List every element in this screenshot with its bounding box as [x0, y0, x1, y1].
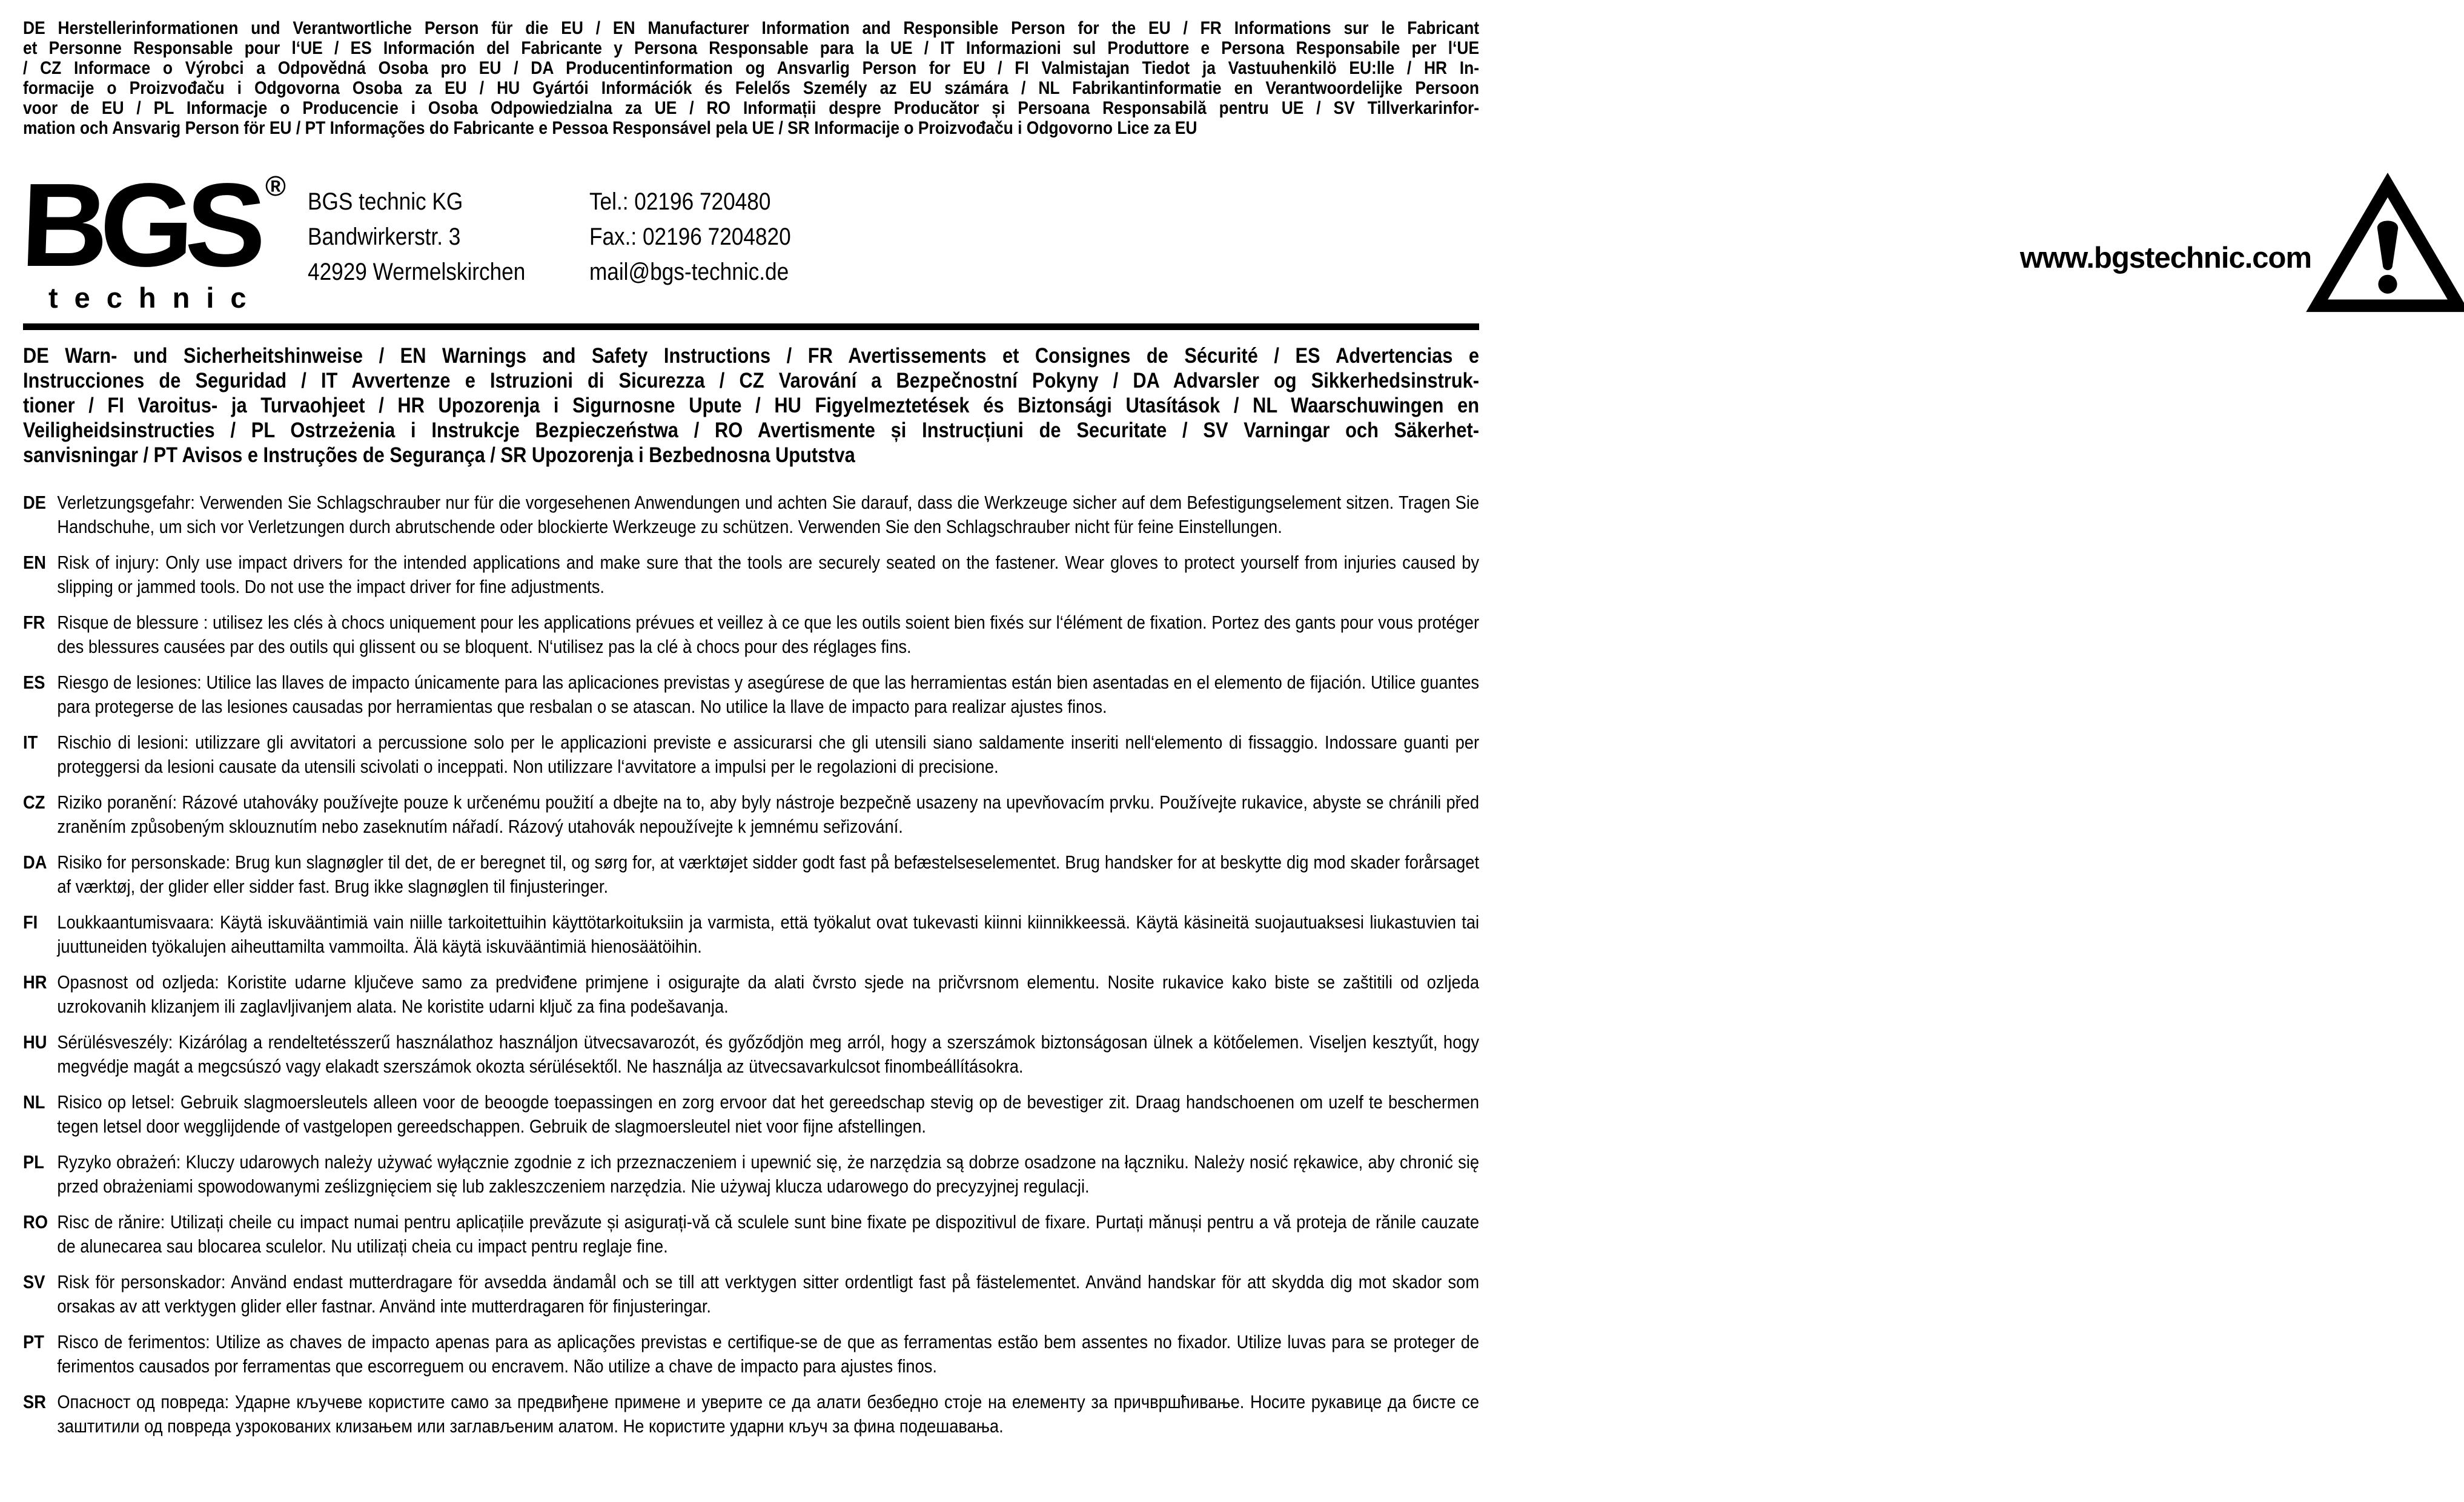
language-code: DA [23, 852, 47, 873]
warning-text: Опасност од повреда: Ударне кључеве користите само за предвиђене примене и уверите се да алати безбедно стоје на елементу за причвршћивање. Носите рукавице да бисте се заштитили од повреда узрокованих клизањем или заглављеним алатом. Не користите ударни кључ за фина подешавања. [57, 1391, 1480, 1437]
company-name: BGS technic KG [308, 188, 463, 215]
warning-item [23, 1210, 1479, 1259]
warning-text: Opasnost od ozljeda: Koristite udarne ključeve samo za predviđene primjene i osigurajte da alati čvrsto sjede na pričvrsnom elementu. Nosite rukavice kako biste se zaštitili od ozljeda uzrokovanih klizanjem ili zaglavljivanjem alata. Ne koristite udarni ključ za fina podešavanja. [57, 971, 1480, 1017]
warning-text: Risco de ferimentos: Utilize as chaves de impacto apenas para as aplicações previstas e certifique-se de que as ferramentas estão bem assentes no fixador. Utilize luvas para se proteger de ferimentos causados por ferramentas que escorreguem ou encravem. Não utilize a chave de impacto para ajustes finos. [57, 1331, 1480, 1377]
warning-item [23, 790, 1479, 839]
language-code: HR [23, 971, 47, 993]
header-line: et Personne Responsable pour l‘UE / ES Información del Fabricante y Persona Responsable para la UE / IT Informazioni sul Produttore e Persona Responsabile per l‘UE [23, 38, 1480, 58]
language-code: EN [23, 552, 46, 573]
language-code: IT [23, 732, 38, 753]
warning-text: Riesgo de lesiones: Utilice las llaves de impacto únicamente para las aplicaciones previstas y asegúrese de que las herramientas están bien asentadas en el elemento de fijación. Utilice guantes para protegerse de las lesiones causadas por herramientas que resbalan o se atascan. No utilice la llave de impacto para realizar ajustes finos. [57, 672, 1480, 717]
company-fax: Fax.: 02196 7204820 [589, 223, 791, 250]
heading-line: sanvisningar / PT Avisos e Instruções de Segurança / SR Upozorenja i Bezbednosna Uputstva [23, 443, 855, 467]
header-line: / CZ Informace o Výrobci a Odpovědná Osoba pro EU / DA Producentinformation og Ansvarlig Person for EU / FI Valmistajan Tiedot ja Vastuuhenkilö EU:lle / HR In- [23, 58, 1480, 78]
language-code: DE [23, 492, 46, 513]
company-phone-block [589, 184, 791, 289]
warning-text: Risiko for personskade: Brug kun slagnøgler til det, de er beregnet til, og sørg for, at værktøjet sidder godt fast på befæstelseselementet. Brug handsker for at beskytte dig mod skader forårsaget af værktøj, der glider eller sidder fast. Brug ikke slagnøglen til finjusteringer. [57, 852, 1480, 897]
warning-item [23, 1090, 1479, 1139]
warning-item [23, 730, 1479, 779]
warning-item [23, 910, 1479, 959]
warning-text: Verletzungsgefahr: Verwenden Sie Schlagschrauber nur für die vorgesehenen Anwendungen und achten Sie darauf, dass die Werkzeuge sicher auf dem Befestigungselement sitzen. Tragen Sie Handschuhe, um sich vor Verletzungen durch abrutschende oder blockierte Werkzeuge zu schützen. Verwenden Sie den Schlagschrauber nicht für feine Einstellungen. [57, 492, 1480, 537]
divider-rule [23, 323, 1479, 330]
header-line: formacije o Proizvođaču i Odgovorna Osoba za EU / HU Gyártói Információk és Felelős Személy az EU számára / NL Fabrikantinformatie en Verantwoordelijke Persoon [23, 78, 1480, 98]
warning-text: Risk för personskador: Använd endast mutterdragare för avsedda ändamål och se till att verktygen sitter ordentligt fast på fästelementet. Använd handskar för att skydda dig mot skador som orsakas av att verktygen glider eller fastnar. Använd inte mutterdragaren för finjusteringar. [57, 1271, 1480, 1317]
warning-item [23, 610, 1479, 659]
logo-subtext: technic [48, 282, 263, 314]
logo-text: BGS [18, 159, 260, 291]
language-code: SV [23, 1271, 45, 1292]
company-tel: Tel.: 02196 720480 [589, 188, 771, 215]
warning-item [23, 970, 1479, 1019]
language-code: SR [23, 1391, 46, 1412]
language-code: FR [23, 612, 45, 633]
brand-row [18, 159, 2312, 314]
company-contact-block [308, 184, 1764, 289]
header-line: voor de EU / PL Informacje o Producencie i Osoba Odpowiedzialna za UE / RO Informații despre Producător și Persoana Responsabilă pentru UE / SV Tillverkarinfor- [23, 98, 1480, 118]
warning-item [23, 551, 1479, 599]
warning-item [23, 1030, 1479, 1079]
language-code: ES [23, 672, 45, 693]
language-code: NL [23, 1091, 45, 1113]
warning-text: Ryzyko obrażeń: Kluczy udarowych należy używać wyłącznie zgodnie z ich przeznaczeniem i upewnić się, że narzędzia są dobrze osadzone na łączniku. Należy nosić rękawice, aby chronić się przed obrażeniami spowodowanymi ześlizgnięciem się lub zakleszczeniem narzędzia. Nie używaj klucza udarowego do precyzyjnej regulacji. [57, 1151, 1480, 1197]
heading-line: tioner / FI Varoitus- ja Turvaohjeet / HR Upozorenja i Sigurnosne Upute / HU Figyelmeztetések és Biztonsági Utasítások / NL Waarschuwingen en [23, 394, 1480, 417]
warning-text: Loukkaantumisvaara: Käytä iskuvääntimiä vain niille tarkoitettuihin käyttötarkoituksiin ja varmista, että työkalut ovat tukevasti kiinni kiinnikkeessä. Käytä käsineitä suojautuaksesi liukastuvien tai juuttuneiden työkalujen aiheuttamilta vammoilta. Älä käytä iskuvääntimiä hienosäätöihin. [57, 911, 1480, 957]
heading-line: Veiligheidsinstructies / PL Ostrzeżenia i Instrukcje Bezpieczeństwa / RO Avertismente și Instrucțiuni de Securitate / SV Varningar och Säkerhet- [23, 419, 1480, 442]
warning-item [23, 1390, 1479, 1438]
warning-item [23, 850, 1479, 899]
language-code: PT [23, 1331, 44, 1352]
company-street: Bandwirkerstr. 3 [308, 223, 461, 250]
header-line: DE Herstellerinformationen und Verantwortliche Person für die EU / EN Manufacturer Information and Responsible Person for the EU / FR Informations sur le Fabricant [23, 18, 1480, 38]
company-website: www.bgstechnic.com [2019, 242, 2312, 274]
warning-item [23, 491, 1479, 539]
warning-item [23, 1270, 1479, 1318]
company-city: 42929 Wermelskirchen [308, 259, 526, 285]
warning-text: Risico op letsel: Gebruik slagmoersleutels alleen voor de beoogde toepassingen en zorg ervoor dat het gereedschap stevig op de bevestiger zit. Draag handschoenen om uzelf te beschermen tegen letsel door wegglijdende of vastgelopen gereedschappen. Gebruik de slagmoersleutel niet voor fijne afstellingen. [57, 1091, 1480, 1137]
warning-text: Risque de blessure : utilisez les clés à chocs uniquement pour les applications prévues et veillez à ce que les outils soient bien fixés sur l‘élément de fixation. Portez des gants pour vous protéger des blessures causées par des outils qui glissent ou se bloquent. N‘utilisez pas la clé à chocs pour des réglages fins. [57, 612, 1480, 657]
company-email: mail@bgs-technic.de [589, 259, 789, 285]
bgs-logo [18, 159, 308, 314]
warning-text: Risc de rănire: Utilizați cheile cu impact numai pentru aplicațiile prevăzute și asigurați-vă că sculele sunt bine fixate pe dispozitivul de fixare. Purtați mănuși pentru a vă proteja de rănile cauzate de alunecarea sau blocarea sculelor. Nu utilizați cheia cu impact pentru reglaje fine. [57, 1211, 1480, 1257]
language-code: FI [23, 911, 38, 933]
warning-text: Riziko poranění: Rázové utahováky používejte pouze k určenému použití a dbejte na to, aby byly nástroje bezpečně usazeny na upevňovacím prvku. Používejte rukavice, abyste se chránili před zraněním způsobeným sklouznutím nebo zaseknutím nářadí. Rázový utahovák nepoužívejte k jemnému seřizování. [57, 792, 1480, 837]
language-code: RO [23, 1211, 48, 1232]
manufacturer-info-header [23, 18, 1479, 138]
warning-item [23, 1330, 1479, 1378]
warning-item [23, 1150, 1479, 1199]
heading-line: Instrucciones de Seguridad / IT Avvertenze e Istruzioni di Sicurezza / CZ Varování a Bezpečnostní Pokyny / DA Advarsler og Sikkerhedsinstruk- [23, 369, 1480, 392]
warning-text: Risk of injury: Only use impact drivers for the intended applications and make sure that the tools are securely seated on the fastener. Wear gloves to protect yourself from injuries caused by slipping or jammed tools. Do not use the impact driver for fine adjustments. [57, 552, 1480, 597]
language-code: CZ [23, 792, 45, 813]
warning-item [23, 670, 1479, 719]
language-code: HU [23, 1031, 47, 1053]
warnings-list [23, 491, 1479, 1438]
header-line: mation och Ansvarig Person för EU / PT Informações do Fabricante e Pessoa Responsável pela UE / SR Informacije o Proizvođaču i Odgovorno Lice za EU [23, 118, 1197, 138]
warnings-heading [23, 343, 1479, 468]
warning-text: Sérülésveszély: Kizárólag a rendeltetésszerű használathoz használjon ütvecsavarozót, és győződjön meg arról, hogy a szerszámok biztonságosan ülnek a kötőelemen. Viseljen kesztyűt, hogy megvédje magát a megcsúszó vagy elakadt szerszámok okozta sérülésektől. Ne használja az ütvecsavarkulcsot finombeállításokra. [57, 1031, 1480, 1077]
heading-line: DE Warn- und Sicherheitshinweise / EN Warnings and Safety Instructions / FR Avertissements et Consignes de Sécurité / ES Advertencias e [23, 344, 1480, 368]
registered-trademark-icon: ® [265, 170, 286, 202]
warning-triangle-icon [2311, 170, 2464, 317]
language-code: PL [23, 1151, 44, 1173]
warning-text: Rischio di lesioni: utilizzare gli avvitatori a percussione solo per le applicazioni previste e assicurarsi che gli utensili siano saldamente inseriti nell‘elemento di fissaggio. Indossare guanti per proteggersi da lesioni causate da utensili scivolati o inceppati. Non utilizzare l‘avvitatore a impulsi per le regolazioni di precisione. [57, 732, 1480, 777]
company-address [308, 184, 525, 289]
